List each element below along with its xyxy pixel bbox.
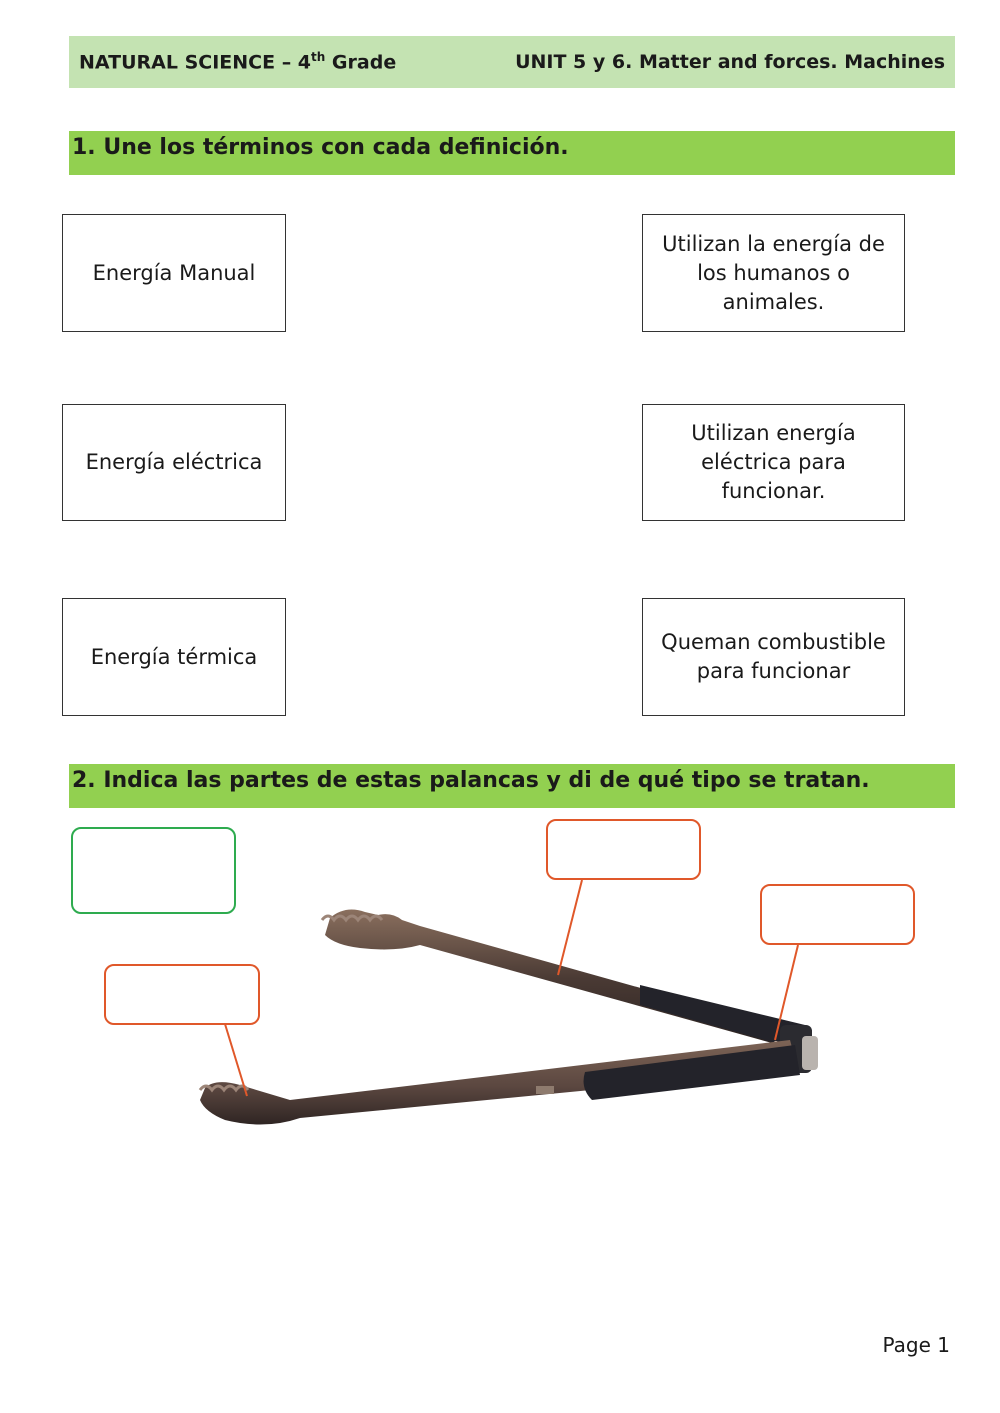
section-2-title: 2. Indica las partes de estas palancas y di de qué tipo se tratan. [69, 764, 955, 808]
leader-line-effort [558, 880, 582, 975]
lever-type-answer-box[interactable] [71, 827, 236, 914]
term-label: Energía Manual [92, 260, 256, 285]
term-label: Energía térmica [90, 644, 258, 669]
definition-label: Utilizan energía eléctrica para funcionar. [691, 421, 856, 503]
part-answer-box-tip[interactable] [104, 964, 260, 1025]
part-answer-box-middle[interactable] [546, 819, 701, 880]
tongs-upper-arm [322, 910, 808, 1052]
section-1-title: 1. Une los términos con cada definición. [69, 131, 955, 175]
header-unit: UNIT 5 y 6. Matter and forces. Machines [515, 51, 945, 73]
term-label: Energía eléctrica [85, 450, 263, 474]
definition-label: Utilizan la energía de los humanos o animales. [662, 231, 885, 314]
header-subject: NATURAL SCIENCE – 4th Grade [79, 50, 397, 74]
page-number: Page 1 [882, 1333, 950, 1357]
tongs-lower-arm [200, 1040, 800, 1125]
definition-label: Queman combustible para funcionar [661, 630, 886, 683]
part-answer-box-hinge[interactable] [760, 884, 915, 945]
